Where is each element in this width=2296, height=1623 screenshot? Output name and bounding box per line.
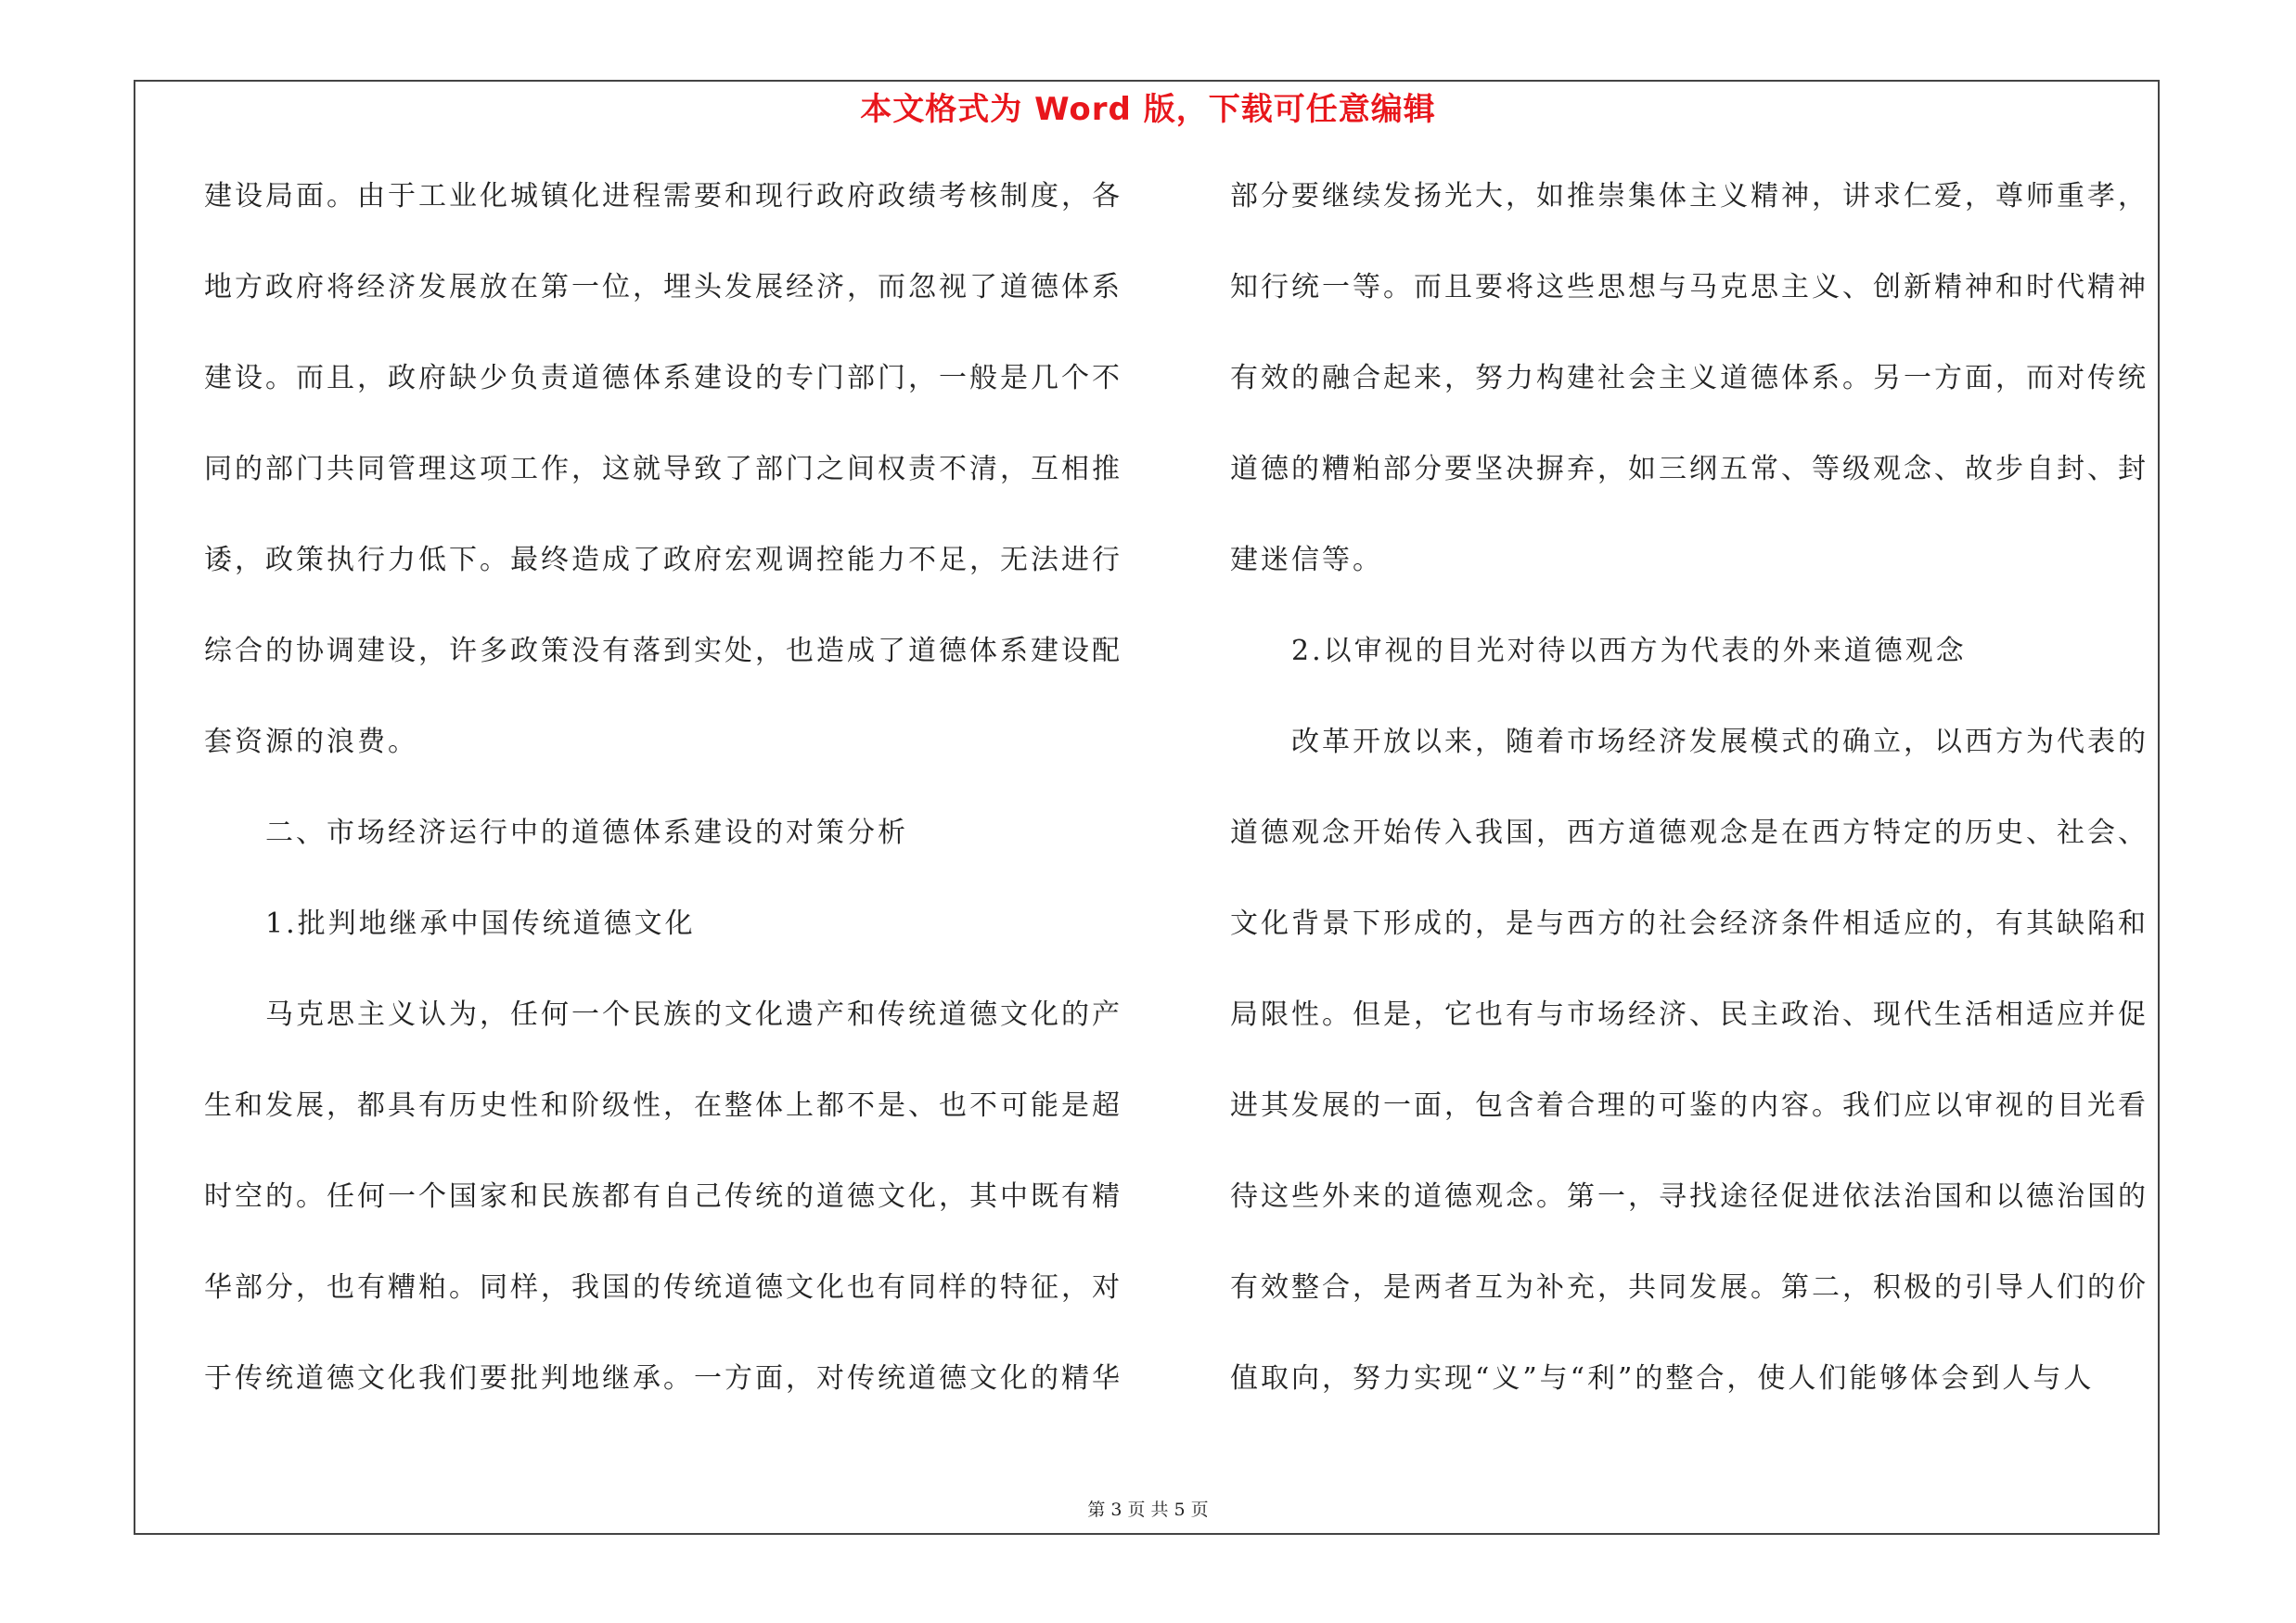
subsection-heading: 1.批判地继承中国传统道德文化	[265, 908, 696, 940]
text-line: 华部分，也有糟粕。同样，我国的传统道德文化也有同样的特征，对	[204, 1271, 1122, 1304]
right-text-column	[1230, 176, 2158, 1449]
subsection-heading: 2.以审视的目光对待以西方为代表的外来道德观念	[1291, 635, 1967, 667]
text-line: 知行统一等。而且要将这些思想与马克思主义、创新精神和时代精神	[1230, 271, 2148, 303]
left-text-column	[204, 176, 1132, 1449]
text-line: 套资源的浪费。	[204, 726, 418, 758]
text-line: 值取向，努力实现“义”与“利”的整合，使人们能够体会到人与人	[1230, 1362, 2095, 1395]
text-line: 生和发展，都具有历史性和阶级性，在整体上都不是、也不可能是超	[204, 1089, 1122, 1122]
text-line: 时空的。任何一个国家和民族都有自己传统的道德文化，其中既有精	[204, 1180, 1122, 1213]
text-line: 道德观念开始传入我国，西方道德观念是在西方特定的历史、社会、	[1230, 817, 2148, 849]
text-line: 于传统道德文化我们要批判地继承。一方面，对传统道德文化的精华	[204, 1362, 1122, 1395]
text-line: 文化背景下形成的，是与西方的社会经济条件相适应的，有其缺陷和	[1230, 908, 2148, 940]
text-line: 建设局面。由于工业化城镇化进程需要和现行政府政绩考核制度，各	[204, 180, 1122, 213]
page-number-footer: 第 3 页 共 5 页	[1087, 1500, 1209, 1520]
text-line: 待这些外来的道德观念。第一，寻找途径促进依法治国和以德治国的	[1230, 1180, 2148, 1213]
text-line: 建迷信等。	[1230, 544, 1383, 576]
text-line: 部分要继续发扬光大，如推崇集体主义精神，讲求仁爱，尊师重孝，	[1230, 180, 2148, 213]
text-line: 道德的糟粕部分要坚决摒弃，如三纲五常、等级观念、故步自封、封	[1230, 453, 2148, 485]
text-line: 有效整合，是两者互为补充，共同发展。第二，积极的引导人们的价	[1230, 1271, 2148, 1304]
document-header-title: 本文格式为 Word 版，下载可任意编辑	[860, 91, 1436, 128]
section-heading: 二、市场经济运行中的道德体系建设的对策分析	[265, 817, 908, 849]
text-line: 诿，政策执行力低下。最终造成了政府宏观调控能力不足，无法进行	[204, 544, 1122, 576]
text-line: 建设。而且，政府缺少负责道德体系建设的专门部门，一般是几个不	[204, 362, 1122, 394]
paragraph-start-line: 改革开放以来，随着市场经济发展模式的确立，以西方为代表的	[1291, 726, 2148, 758]
text-line: 同的部门共同管理这项工作，这就导致了部门之间权责不清，互相推	[204, 453, 1122, 485]
text-line: 地方政府将经济发展放在第一位，埋头发展经济，而忽视了道德体系	[204, 271, 1122, 303]
text-line: 进其发展的一面，包含着合理的可鉴的内容。我们应以审视的目光看	[1230, 1089, 2148, 1122]
text-line: 局限性。但是，它也有与市场经济、民主政治、现代生活相适应并促	[1230, 998, 2148, 1031]
text-line: 综合的协调建设，许多政策没有落到实处，也造成了道德体系建设配	[204, 635, 1122, 667]
text-line: 有效的融合起来，努力构建社会主义道德体系。另一方面，而对传统	[1230, 362, 2148, 394]
paragraph-start-line: 马克思主义认为，任何一个民族的文化遗产和传统道德文化的产	[265, 998, 1122, 1031]
